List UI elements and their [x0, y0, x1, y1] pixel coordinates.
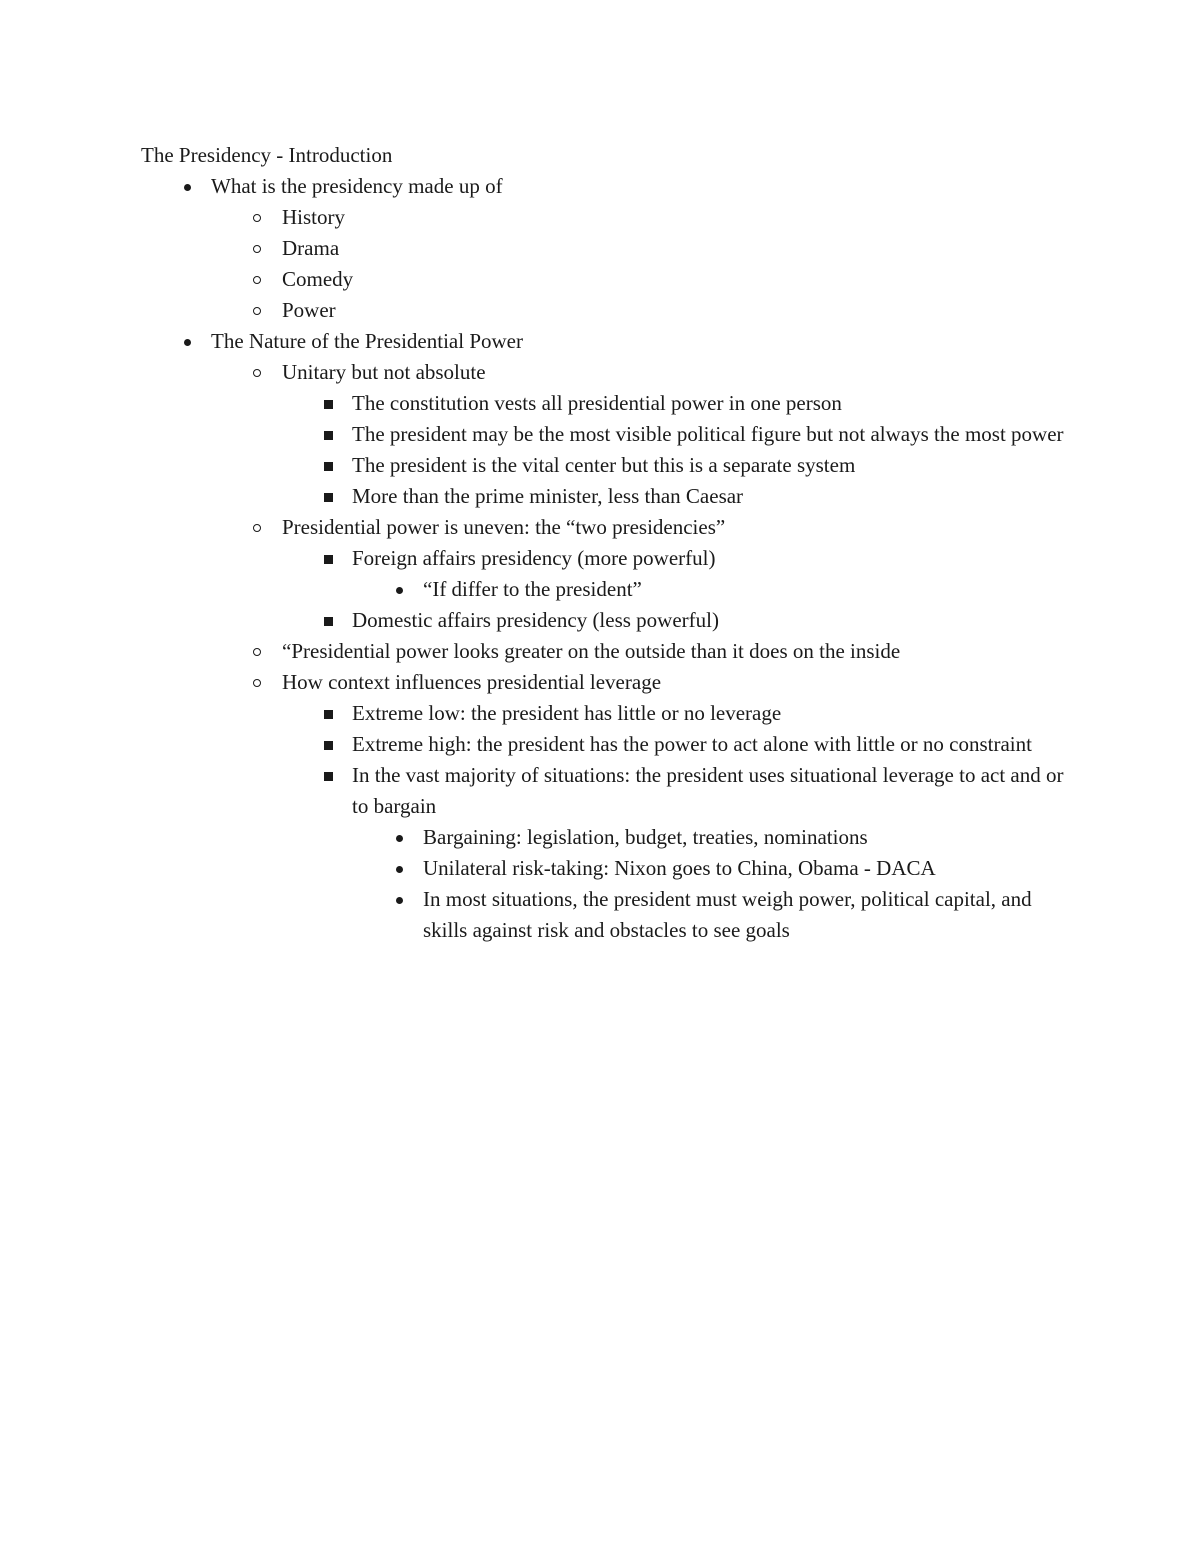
list-item-text: Foreign affairs presidency (more powerful) [352, 546, 716, 570]
list-item [141, 543, 1071, 574]
list-item-text: The Nature of the Presidential Power [211, 329, 523, 353]
bullet-square-icon [320, 419, 340, 450]
list-item [141, 884, 1071, 946]
outline-list [141, 171, 1071, 946]
list-item-text: Extreme high: the president has the power to act alone with little or no constraint [352, 732, 1032, 756]
bullet-square-icon [320, 605, 340, 636]
list-item-text: More than the prime minister, less than Caesar [352, 484, 744, 508]
list-item [141, 419, 1071, 450]
bullet-square-icon [320, 760, 340, 791]
list-item [141, 202, 1071, 233]
bullet-square-icon [320, 481, 340, 512]
list-item-text: In most situations, the president must weigh power, political capital, and skills against risk and obstacles to see goals [423, 887, 1032, 942]
bullet-circle-icon [249, 636, 269, 667]
list-item-text: The president is the vital center but this is a separate system [352, 453, 856, 477]
list-item [141, 729, 1071, 760]
document-title: The Presidency - Introduction [141, 143, 393, 167]
bullet-square-icon [320, 388, 340, 419]
list-item [141, 512, 1071, 543]
list-item [141, 388, 1071, 419]
bullet-disc-icon [391, 574, 411, 605]
list-item-text: Comedy [282, 267, 354, 291]
list-item [141, 667, 1071, 698]
list-item-text: “Presidential power looks greater on the outside than it does on the inside [282, 639, 901, 663]
outline-document [141, 140, 1071, 946]
list-item-text: Unilateral risk-taking: Nixon goes to China, Obama - DACA [423, 856, 936, 880]
bullet-circle-icon [249, 357, 269, 388]
bullet-circle-icon [249, 295, 269, 326]
list-item [141, 295, 1071, 326]
list-item-text: What is the presidency made up of [211, 174, 503, 198]
list-item-text: The constitution vests all presidential power in one person [352, 391, 842, 415]
list-item [141, 853, 1071, 884]
bullet-square-icon [320, 698, 340, 729]
bullet-disc-icon [391, 884, 411, 915]
bullet-disc-icon [179, 171, 199, 202]
list-item [141, 605, 1071, 636]
list-item-text: Unitary but not absolute [282, 360, 486, 384]
list-item-text: Presidential power is uneven: the “two presidencies” [282, 515, 726, 539]
bullet-disc-icon [391, 853, 411, 884]
list-item [141, 698, 1071, 729]
list-item [141, 233, 1071, 264]
list-item-text: Power [282, 298, 336, 322]
list-item [141, 264, 1071, 295]
list-item [141, 636, 1071, 667]
list-item-text: Drama [282, 236, 340, 260]
list-item [141, 481, 1071, 512]
list-item [141, 822, 1071, 853]
bullet-circle-icon [249, 264, 269, 295]
list-item [141, 171, 1071, 202]
bullet-square-icon [320, 729, 340, 760]
list-item-text: Domestic affairs presidency (less powerful) [352, 608, 719, 632]
bullet-square-icon [320, 450, 340, 481]
bullet-circle-icon [249, 202, 269, 233]
bullet-disc-icon [391, 822, 411, 853]
bullet-circle-icon [249, 233, 269, 264]
list-item-text: How context influences presidential leverage [282, 670, 662, 694]
list-item [141, 760, 1071, 822]
list-item-text: “If differ to the president” [423, 577, 642, 601]
bullet-circle-icon [249, 667, 269, 698]
bullet-circle-icon [249, 512, 269, 543]
list-item-text: Extreme low: the president has little or no leverage [352, 701, 782, 725]
list-item [141, 326, 1071, 357]
list-item [141, 450, 1071, 481]
list-item [141, 574, 1071, 605]
list-item-text: History [282, 205, 345, 229]
list-item-text: The president may be the most visible political figure but not always the most power [352, 422, 1064, 446]
bullet-disc-icon [179, 326, 199, 357]
list-item [141, 357, 1071, 388]
bullet-square-icon [320, 543, 340, 574]
list-item-text: Bargaining: legislation, budget, treaties, nominations [423, 825, 868, 849]
list-item-text: In the vast majority of situations: the president uses situational leverage to act and or to bargain [352, 763, 1064, 818]
